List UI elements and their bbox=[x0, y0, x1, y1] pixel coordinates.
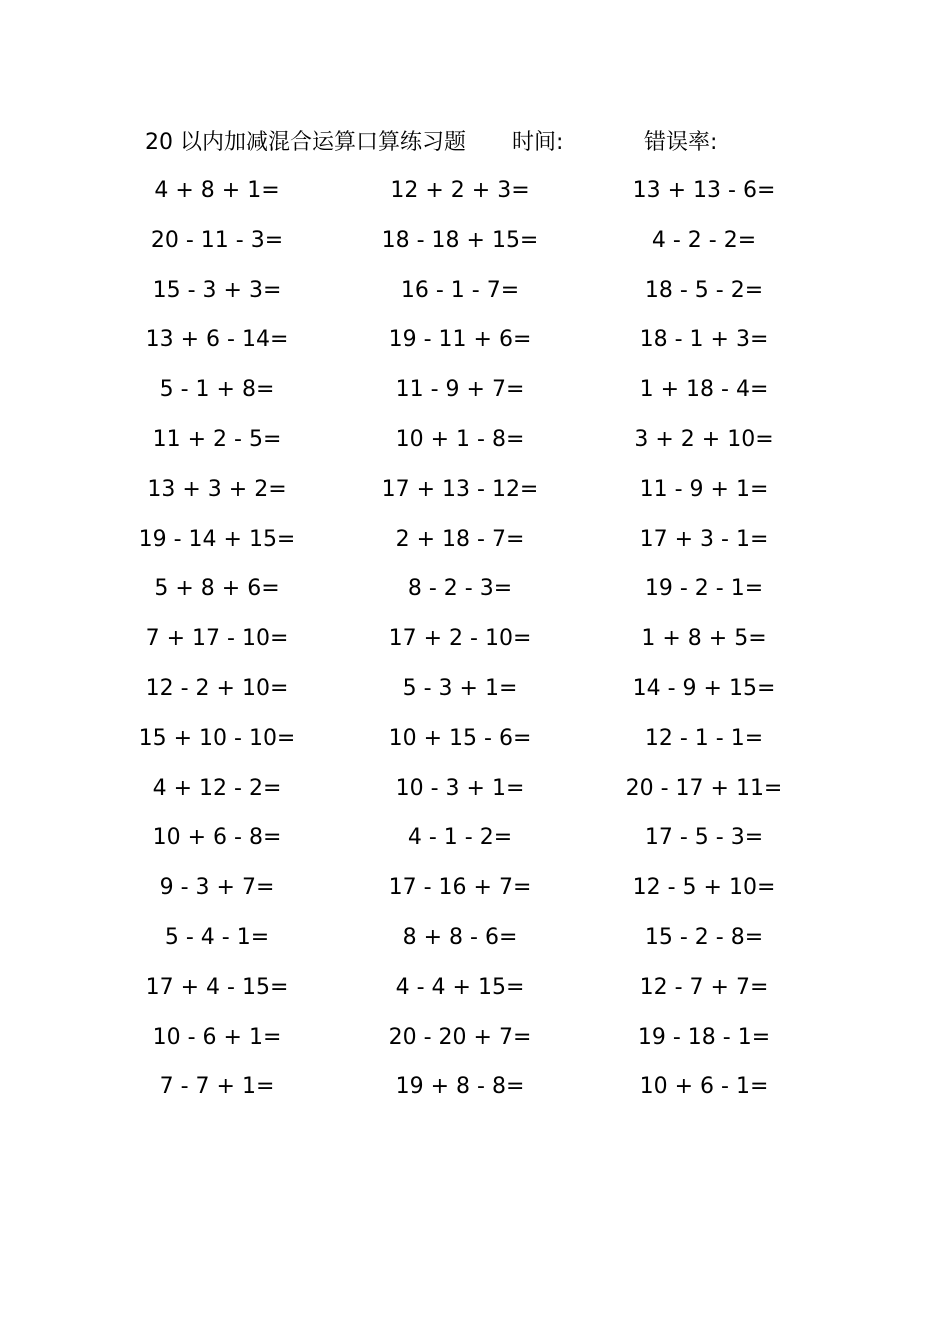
problem-row bbox=[0, 1020, 950, 1070]
math-problem: 5 - 1 + 8= bbox=[159, 377, 275, 403]
math-problem: 17 + 13 - 12= bbox=[381, 476, 539, 502]
problem-row bbox=[0, 820, 950, 870]
problem-row bbox=[0, 1069, 950, 1119]
math-problem: 11 + 2 - 5= bbox=[152, 426, 282, 452]
math-problem: 4 - 2 - 2= bbox=[651, 227, 757, 253]
problem-row bbox=[0, 472, 950, 522]
math-problem: 5 - 3 + 1= bbox=[402, 675, 518, 701]
problem-row bbox=[0, 522, 950, 572]
math-problem: 12 + 2 + 3= bbox=[390, 178, 530, 203]
math-problem: 14 - 9 + 15= bbox=[632, 675, 776, 701]
math-problem: 11 - 9 + 7= bbox=[395, 377, 525, 403]
math-problem: 15 - 3 + 3= bbox=[152, 277, 282, 303]
math-problem: 9 - 3 + 7= bbox=[159, 875, 275, 901]
time-label: 时间: bbox=[512, 130, 564, 155]
math-problem: 18 - 5 - 2= bbox=[644, 277, 764, 303]
math-problem: 10 - 3 + 1= bbox=[395, 775, 525, 801]
math-problem: 7 - 7 + 1= bbox=[159, 1074, 275, 1100]
math-problem: 1 + 18 - 4= bbox=[639, 377, 769, 403]
math-problem: 8 + 8 - 6= bbox=[402, 924, 518, 950]
math-problem: 11 - 9 + 1= bbox=[639, 476, 769, 502]
math-problem: 7 + 17 - 10= bbox=[145, 626, 289, 652]
worksheet-title: 20 以内加减混合运算口算练习题 bbox=[145, 130, 466, 155]
math-problem: 10 + 6 - 1= bbox=[639, 1074, 769, 1100]
math-problem: 13 + 6 - 14= bbox=[145, 327, 289, 353]
math-problem: 17 + 4 - 15= bbox=[145, 974, 289, 1000]
error-rate-label: 错误率: bbox=[644, 130, 718, 155]
math-problem: 13 + 3 + 2= bbox=[147, 476, 287, 502]
problem-row bbox=[0, 721, 950, 771]
math-problem: 15 + 10 - 10= bbox=[138, 725, 296, 751]
math-problem: 17 - 5 - 3= bbox=[644, 825, 764, 851]
math-problem: 18 - 1 + 3= bbox=[639, 327, 769, 353]
math-problem: 19 - 11 + 6= bbox=[388, 327, 532, 353]
math-problem: 4 - 4 + 15= bbox=[395, 974, 525, 1000]
problem-row bbox=[0, 322, 950, 372]
problem-row bbox=[0, 671, 950, 721]
problem-row bbox=[0, 970, 950, 1020]
problem-row bbox=[0, 372, 950, 422]
problem-row bbox=[0, 571, 950, 621]
math-problem: 10 + 1 - 8= bbox=[395, 426, 525, 452]
problem-row bbox=[0, 422, 950, 472]
math-problem: 4 + 12 - 2= bbox=[152, 775, 282, 801]
math-problem: 5 - 4 - 1= bbox=[164, 924, 270, 950]
math-problem: 20 - 17 + 11= bbox=[625, 775, 783, 801]
math-problem: 4 + 8 + 1= bbox=[154, 178, 280, 203]
math-problem: 16 - 1 - 7= bbox=[400, 277, 520, 303]
problem-row bbox=[0, 870, 950, 920]
math-problem: 12 - 5 + 10= bbox=[632, 875, 776, 901]
problem-row bbox=[0, 273, 950, 323]
math-problem: 19 - 2 - 1= bbox=[644, 576, 764, 602]
math-problem: 4 - 1 - 2= bbox=[407, 825, 513, 851]
math-problem: 20 - 20 + 7= bbox=[388, 1024, 532, 1050]
math-problem: 19 - 14 + 15= bbox=[138, 526, 296, 552]
problem-row bbox=[0, 920, 950, 970]
math-problem: 19 + 8 - 8= bbox=[395, 1074, 525, 1100]
math-problem: 17 + 2 - 10= bbox=[388, 626, 532, 652]
math-problem: 8 - 2 - 3= bbox=[407, 576, 513, 602]
worksheet-header bbox=[0, 126, 950, 160]
math-problem: 20 - 11 - 3= bbox=[150, 227, 284, 253]
math-problem: 12 - 2 + 10= bbox=[145, 675, 289, 701]
math-problem: 17 + 3 - 1= bbox=[639, 526, 769, 552]
math-problem: 2 + 18 - 7= bbox=[395, 526, 525, 552]
math-problem: 18 - 18 + 15= bbox=[381, 227, 539, 253]
problem-row bbox=[0, 223, 950, 273]
math-problem: 10 + 6 - 8= bbox=[152, 825, 282, 851]
math-problem: 19 - 18 - 1= bbox=[637, 1024, 771, 1050]
math-problem: 10 - 6 + 1= bbox=[152, 1024, 282, 1050]
math-problem: 17 - 16 + 7= bbox=[388, 875, 532, 901]
math-problem: 5 + 8 + 6= bbox=[154, 576, 280, 602]
math-problem: 1 + 8 + 5= bbox=[641, 626, 767, 652]
problem-grid bbox=[0, 173, 950, 1119]
math-problem: 15 - 2 - 8= bbox=[644, 924, 764, 950]
math-problem: 12 - 1 - 1= bbox=[644, 725, 764, 751]
problem-row bbox=[0, 771, 950, 821]
math-problem: 3 + 2 + 10= bbox=[634, 426, 774, 452]
math-problem: 13 + 13 - 6= bbox=[632, 178, 776, 203]
problem-row bbox=[0, 621, 950, 671]
problem-row bbox=[0, 173, 950, 223]
math-problem: 12 - 7 + 7= bbox=[639, 974, 769, 1000]
math-problem: 10 + 15 - 6= bbox=[388, 725, 532, 751]
